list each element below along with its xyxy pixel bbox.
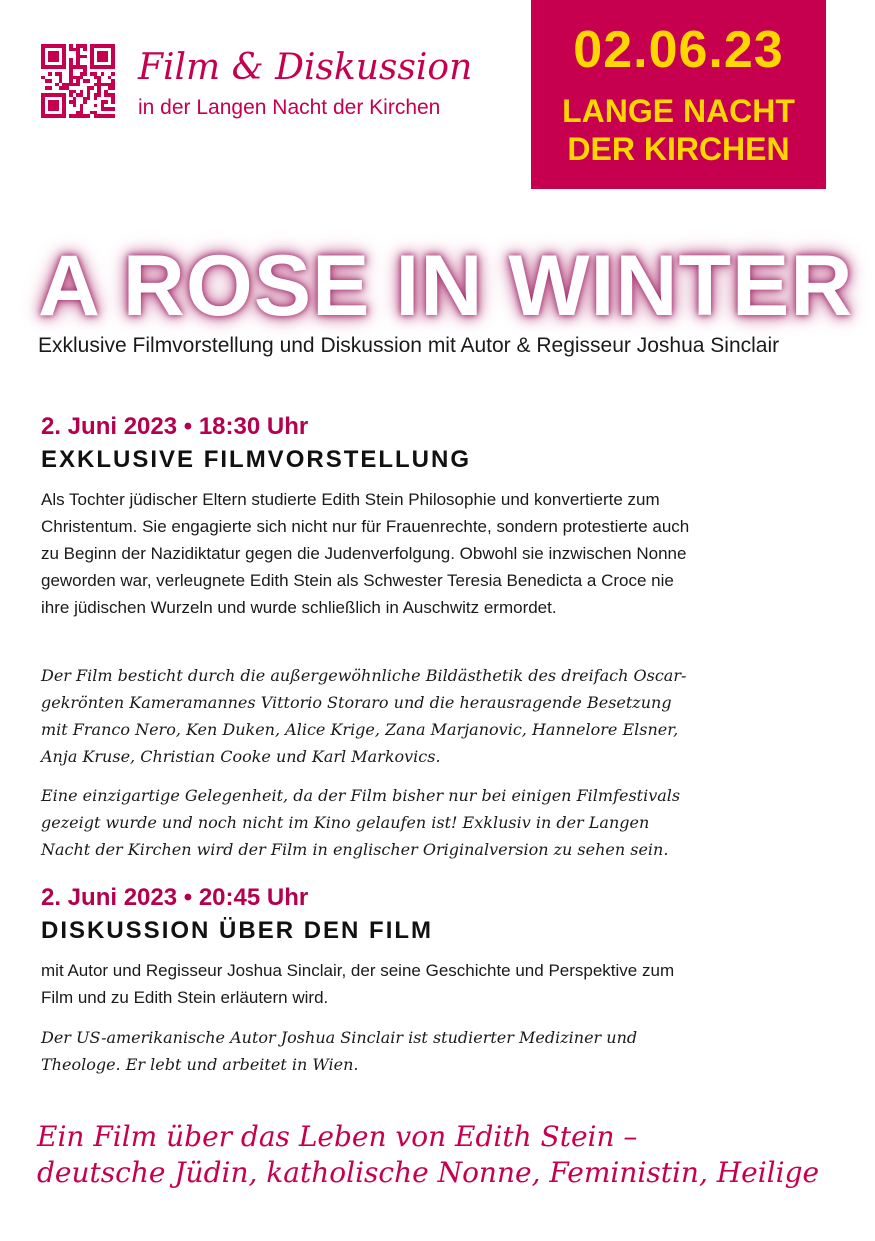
event-name-line2: DER KIRCHEN — [567, 131, 790, 167]
qr-code — [41, 44, 115, 118]
discussion-time: 2. Juni 2023 • 20:45 Uhr — [41, 884, 309, 911]
footer-tagline — [37, 1119, 857, 1191]
author-bio: Der US-amerikanische Autor Joshua Sinclair ist studierter Mediziner und Theologe. Er lebt und arbeitet in Wien. — [41, 1028, 638, 1074]
footer-line1: Ein Film über das Leben von Edith Stein – — [37, 1120, 638, 1153]
event-name — [531, 92, 826, 168]
header-title: Film & Diskussion — [138, 47, 473, 88]
discussion-heading: DISKUSSION ÜBER DEN FILM — [41, 917, 434, 944]
event-name-line1: LANGE NACHT — [562, 93, 795, 129]
screening-cast-text: Der Film besticht durch die außergewöhnliche Bildästhetik des dreifach Oscar-gekrönten Kameramannes Vittorio Storaro und die herausragende Besetzung mit Franco Nero, Ken Duken, Alice Krige, Zana Marjanovic, Hannelore Elsner, Anja Kruse, Christian Cooke und Karl Markovics. — [41, 666, 687, 766]
screening-description: Als Tochter jüdischer Eltern studierte Edith Stein Philosophie und konvertierte zum Christentum. Sie engagierte sich nicht nur für Frauenrechte, sondern protestierte auch zu Beginn der Nazidiktatur gegen die Judenverfolgung. Obwohl sie inzwischen Nonne geworden war, verleugnete Edith Stein als Schwester Teresia Benedicta a Croce nie ihre jüdischen Wurzeln und wurde schließlich in Auschwitz ermordet. — [41, 490, 690, 617]
event-date: 02.06.23 — [573, 21, 784, 79]
film-title: A ROSE IN WINTER — [38, 238, 854, 334]
screening-time: 2. Juni 2023 • 18:30 Uhr — [41, 413, 309, 440]
discussion-description: mit Autor und Regisseur Joshua Sinclair, der seine Geschichte und Perspektive zum Film und zu Edith Stein erläutern wird. — [41, 961, 675, 1007]
date-badge — [531, 0, 826, 189]
screening-exclusive-text: Eine einzigartige Gelegenheit, da der Film bisher nur bei einigen Filmfestivals gezeigt wurde und noch nicht im Kino gelaufen ist! Exklusiv in der Langen Nacht der Kirchen wird der Film in englischer Originalversion zu sehen sein. — [41, 786, 681, 859]
screening-heading: EXKLUSIVE FILMVORSTELLUNG — [41, 446, 472, 473]
footer-line2: deutsche Jüdin, katholische Nonne, Feministin, Heilige — [37, 1156, 820, 1189]
header-subtitle: in der Langen Nacht der Kirchen — [138, 96, 441, 119]
film-subtitle: Exklusive Filmvorstellung und Diskussion mit Autor & Regisseur Joshua Sinclair — [38, 334, 780, 357]
